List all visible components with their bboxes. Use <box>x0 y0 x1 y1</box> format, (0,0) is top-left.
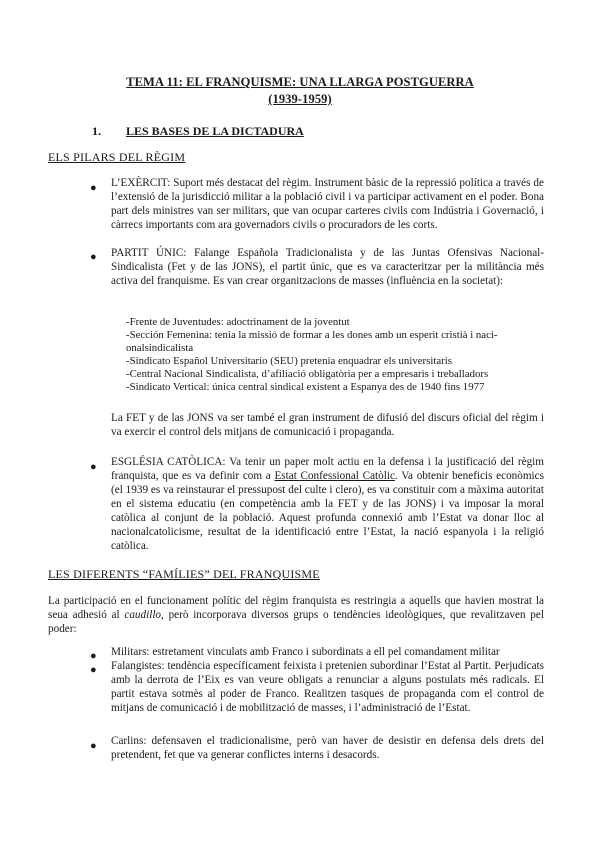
list-organitzacions <box>126 316 497 394</box>
heading-families: LES DIFERENTS “FAMÍLIES” DEL FRANQUISME <box>48 567 320 581</box>
estat-confessional-link: Estat Confessional Catòlic <box>274 470 395 482</box>
item-carlins: Carlins: defensaven el tradicionalisme, però van haver de desistir en defensa dels drets del pretendent, fet que va generar conflictes interns i desacords. <box>111 735 544 761</box>
document-subtitle-years: (1939-1959) <box>268 92 332 106</box>
intro-text-a: La participació en el funcionament polític del règim franquista es restringia a aquells que havien mostrat la seua adhesió al <box>48 595 544 621</box>
bullet-icon: ● <box>90 182 97 194</box>
paragraph-families-intro <box>48 594 544 636</box>
bullet-icon: ● <box>90 664 97 676</box>
document-title: TEMA 11: EL FRANQUISME: UNA LLARGA POSTGUERRA <box>126 75 474 89</box>
paragraph-fet-jons: La FET y de las JONS va ser també el gran instrument de difusió del discurs oficial del règim i va exercir el control dels mitjans de comunicació i propaganda. <box>111 412 544 438</box>
list-item: -Sindicato Español Universitario (SEU) pretenia enquadrar els universitaris <box>126 355 452 367</box>
esglesia-text-a: ESGLÉSIA CATÒLICA: Va tenir un paper molt actiu en la defensa i la justificació del règim franquista, que es va definir com a <box>111 456 544 482</box>
section-heading <box>92 124 304 139</box>
list-item: -Frente de Juventudes: adoctrinament de la joventut <box>126 316 350 328</box>
list-item: -Sección Femenina: tenia la missió de formar a les dones amb un esperit cristià i naci- <box>126 329 498 341</box>
list-item: onalsindicalista <box>126 342 194 354</box>
heading-pilars: ELS PILARS DEL RÈGIM <box>48 150 186 164</box>
intro-text-b: , però incorporava diversos grups o tendències ideològiques, que revalitzaven pel poder: <box>48 609 544 635</box>
paragraph-esglesia <box>111 455 544 553</box>
bullet-icon: ● <box>90 251 97 263</box>
esglesia-text-b: . Va obtenir beneficis econòmics (el 1939 es va reinstaurar el pressupost del culte i clero), es va constituir com a màxima autoritat en el sistema educatiu (en competència amb la FET y de las JONS) i va imposar la moral catòlica al conjunt de la població. Aquest profunda connexió amb l’Estat va donar lloc al nacionalcatolicisme, resultat de la identificació entre l’Estat, la nació espanyola i la religió catòlica. <box>111 470 544 552</box>
item-falangistes: Falangistes: tendència específicament feixista i pretenien subordinar l’Estat al Partit. Perjudicats amb la derrota de l’Eix es van veure obligats a renunciar a alguns postulats més radicals. El partit estava sotmès al poder de Franco. Realitzen tasques de propaganda com el control de mitjans de comunicació i de mobilització de masses, i l’administració de l’Estat. <box>111 660 544 714</box>
list-item: -Central Nacional Sindicalista, d’afiliació obligatòria per a empresaris i treballadors <box>126 368 489 380</box>
list-item: -Sindicato Vertical: única central sindical existent a Espanya des de 1940 fins 1977 <box>126 381 485 393</box>
item-militars: Militars: estretament vinculats amb Franco i subordinats a ell pel comandament militar <box>111 646 500 658</box>
bullet-icon: ● <box>90 740 97 752</box>
paragraph-partit-unic: PARTIT ÚNIC: Falange Española Tradicionalista y de las Juntas Ofensivas Nacional-Sindicalista (Fet y de las JONS), el partit únic, que es va caracteritzar per la militància més activa del franquisme. Es van crear organitzacions de masses (influència en la societat): <box>111 247 544 287</box>
caudillo-term: caudillo <box>124 609 162 621</box>
section-number: 1. <box>92 124 101 138</box>
section-label: LES BASES DE LA DICTADURA <box>126 124 304 138</box>
bullet-icon: ● <box>90 461 97 473</box>
paragraph-exercit: L’EXÈRCIT: Suport més destacat del règim. Instrument bàsic de la repressió política a través de l’extensió de la jurisdicció militar a la població civil i va participar activament en el poder. Bona part dels ministres van ser militars, que van ocupar carteres civils com Indústria i Governació, i càrrecs importants com ara governadors civils o procuradors de les corts. <box>111 177 544 231</box>
bullet-icon: ● <box>90 650 97 662</box>
